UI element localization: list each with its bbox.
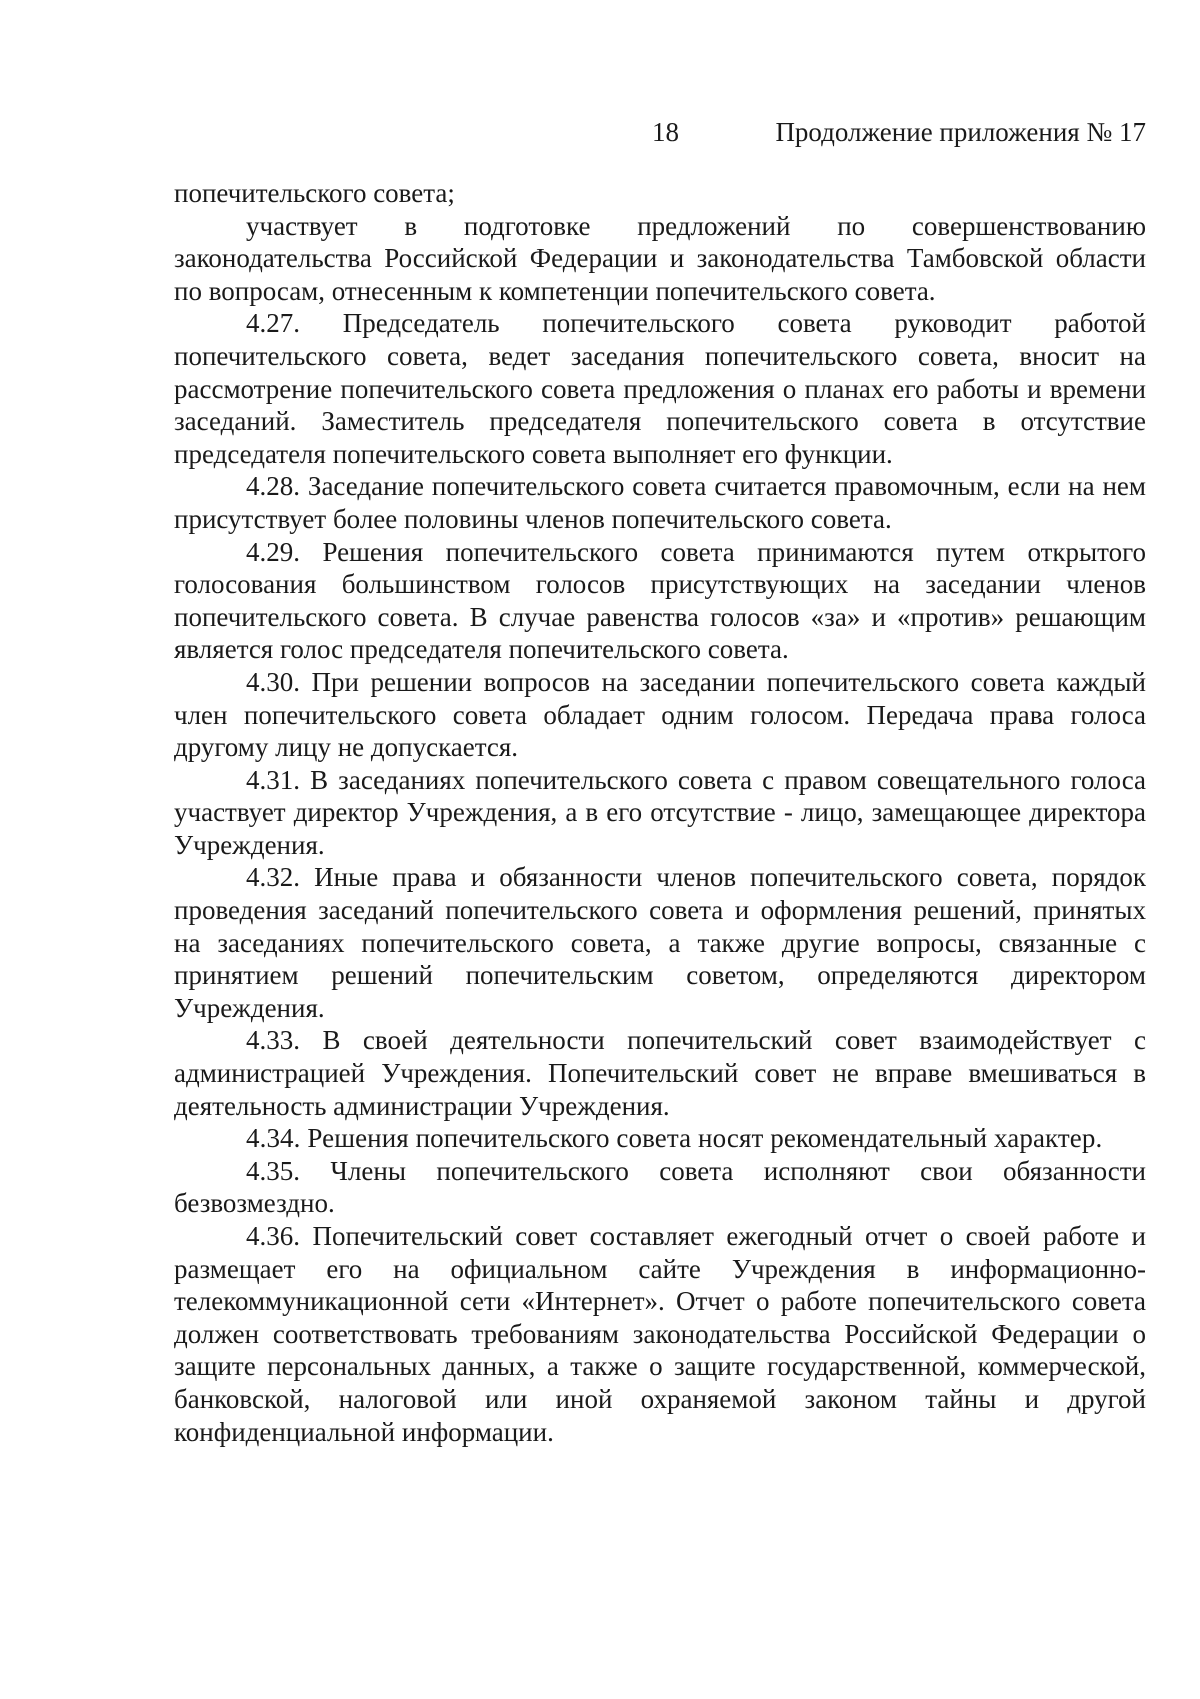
paragraph-4-27: 4.27. Председатель попечительского совета руководит работой попечительского совета, ведет заседания попечительского совета, вносит на рассмотрение попечительского совета предложения о планах его работы и времени заседаний. Заместитель председателя попечительского совета в отсутствие председателя попечительского совета выполняет его функции. [174,308,1146,469]
paragraph-4-33: 4.33. В своей деятельности попечительский совет взаимодействует с администрацией Учреждения. Попечительский совет не вправе вмешиваться в деятельность администрации Учреждения. [174,1025,1146,1121]
paragraph-4-35: 4.35. Члены попечительского совета исполняют свои обязанности безвозмездно. [174,1155,1146,1219]
paragraph-4-32: 4.32. Иные права и обязанности членов попечительского совета, порядок проведения заседаний попечительского совета и оформления решений, принятых на заседаниях попечительского совета, а также другие вопросы, связанные с принятием решений попечительским советом, определяются директором Учреждения. [174,862,1146,1023]
paragraph-4-34: 4.34. Решения попечительского совета носят рекомендательный характер. [246,1123,1103,1154]
paragraph-4-29: 4.29. Решения попечительского совета принимаются путем открытого голосования большинством голосов присутствующих на заседании членов попечительского совета. В случае равенства голосов «за» и «против» решающим является голос председателя попечительского совета. [174,536,1146,665]
page-number: 18 [652,117,679,147]
paragraph-4-36: 4.36. Попечительский совет составляет ежегодный отчет о своей работе и размещает его на официальном сайте Учреждения в информационно-телекоммуникационной сети «Интернет». Отчет о работе попечительского совета должен соответствовать требованиям законодательства Российской Федерации о защите персональных данных, а также о защите государственной, коммерческой, банковской, налоговой или иной охраняемой законом тайны и другой конфиденциальной информации. [174,1221,1146,1447]
document-body [174,177,1146,1448]
paragraph-4-31: 4.31. В заседаниях попечительского совета с правом совещательного голоса участвует директор Учреждения, а в его отсутствие - лицо, замещающее директора Учреждения. [174,764,1146,860]
paragraph-4-30: 4.30. При решении вопросов на заседании попечительского совета каждый член попечительского совета обладает одним голосом. Передача права голоса другому лицу не допускается. [174,666,1146,763]
paragraph-legislation-proposals: участвует в подготовке предложений по совершенствованию законодательства Российской Федерации и законодательства Тамбовской области по вопросам, отнесенным к компетенции попечительского совета. [174,210,1146,306]
paragraph-continuation: попечительского совета; [174,178,455,208]
page-header [0,112,1200,152]
appendix-continuation-label: Продолжение приложения № 17 [775,117,1146,147]
paragraph-4-28: 4.28. Заседание попечительского совета считается правомочным, если на нем присутствует более половины членов попечительского совета. [174,471,1146,534]
